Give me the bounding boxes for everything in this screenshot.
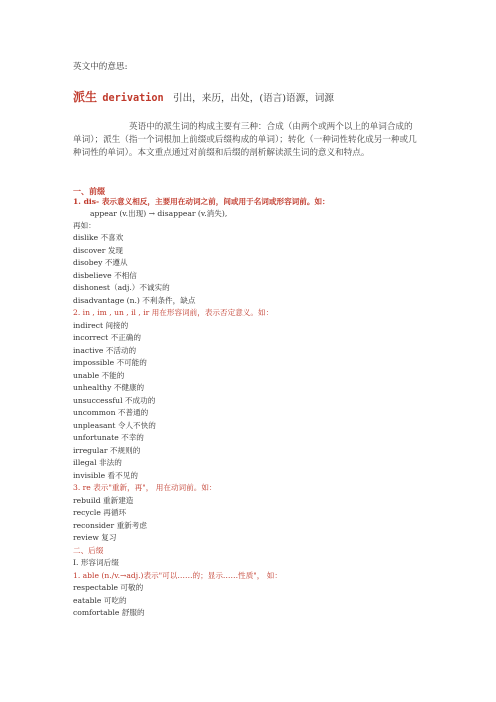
list-item: illegal 非法的 bbox=[73, 458, 122, 467]
again-label: 再如： bbox=[73, 221, 96, 230]
list-item: dishonest（adj.）不诚实的 bbox=[73, 283, 170, 292]
list-item: comfortable 舒服的 bbox=[73, 608, 145, 617]
rule2-text: 2. in , im , un , il , ir 用在形容词前，表示否定意义。如： bbox=[73, 308, 274, 317]
section2-heading: 二、后缀 bbox=[73, 546, 104, 555]
title-row bbox=[73, 92, 334, 104]
list-item: reconsider 重新考虑 bbox=[73, 521, 147, 530]
title-gloss: 引出，来历，出处，(语言)语源，词源 bbox=[172, 93, 334, 104]
list-item: disobey 不遵从 bbox=[73, 258, 128, 267]
list-item: uncommon 不普通的 bbox=[73, 408, 149, 417]
list-item: impossible 不可能的 bbox=[73, 358, 147, 367]
list-item: inactive 不活动的 bbox=[73, 346, 137, 355]
rule1-example: appear (v.出现) → disappear (v.消失), bbox=[90, 209, 228, 218]
list-item: disbelieve 不相信 bbox=[73, 271, 137, 280]
list-item: unpleasant 令人不快的 bbox=[73, 421, 156, 430]
list-item: unsuccessful 不成功的 bbox=[73, 396, 156, 405]
list-item: irregular 不规则的 bbox=[73, 446, 141, 455]
section1-heading: 一、前缀 bbox=[73, 186, 105, 196]
able-rule: 1. able (n./v.→adj.)表示"可以……的；显示……性质"， 如： bbox=[73, 571, 282, 580]
list-item: disadvantage (n.) 不利条件，缺点 bbox=[73, 296, 196, 305]
list-item: indirect 间接的 bbox=[73, 321, 129, 330]
rule3-text: 3. re 表示"重新，再"， 用在动词前。如： bbox=[73, 483, 217, 492]
list-item: dislike 不喜欢 bbox=[73, 233, 124, 242]
list-item: unable 不能的 bbox=[73, 371, 125, 380]
list-item: discover 发现 bbox=[73, 246, 124, 255]
list-item: respectable 可敬的 bbox=[73, 583, 144, 592]
list-item: incorrect 不正确的 bbox=[73, 333, 141, 342]
section2-sub1: I. 形容词后缀 bbox=[73, 558, 119, 567]
title-english: derivation bbox=[102, 93, 164, 104]
list-item: review 复习 bbox=[73, 533, 117, 542]
intro-paragraph: 英语中的派生词的构成主要有三种：合成（由两个或两个以上的单词合成的单词）；派生（指一个词根加上前缀或后缀构成的单词）；转化（一种词性转化成另一种或几种词性的单词）。本文重点通过对前缀和后缀的剖析解读派生词的意义和特点。 bbox=[73, 122, 417, 158]
title-chinese: 派生 bbox=[73, 90, 98, 104]
list-item: rebuild 重新建造 bbox=[73, 496, 134, 505]
list-item: eatable 可吃的 bbox=[73, 596, 127, 605]
rule1-text: 1. dis- 表示意义相反，主要用在动词之前，间或用于名词或形容词前。如： bbox=[73, 197, 330, 206]
list-item: unfortunate 不幸的 bbox=[73, 433, 144, 442]
list-item: invisible 看不见的 bbox=[73, 471, 138, 480]
list-item: unhealthy 不健康的 bbox=[73, 383, 145, 392]
list-item: recycle 再循环 bbox=[73, 508, 127, 517]
intro-text: 英文中的意思: bbox=[73, 62, 128, 72]
